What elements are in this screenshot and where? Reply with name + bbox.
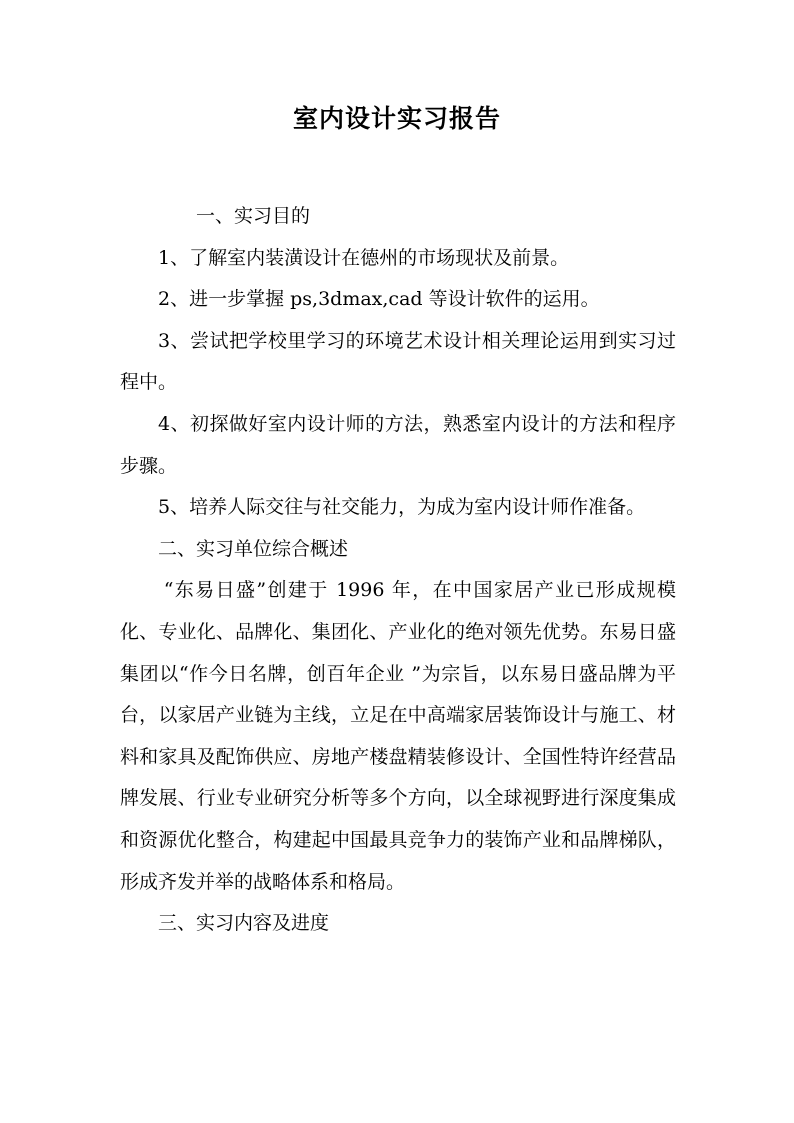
paragraph-purpose-1: 1、了解室内装潢设计在德州的市场现状及前景。 [158,246,570,269]
document-title: 室内设计实习报告 [292,104,501,133]
paragraph-purpose-3: 3、尝试把学校里学习的环境艺术设计相关理论运用到实习过程中。 [120,329,676,394]
paragraph-purpose-5: 5、培养人际交往与社交能力，为成为室内设计师作准备。 [158,496,646,519]
paragraph-purpose-2: 2、进一步掌握 ps,3dmax,cad 等设计软件的运用。 [158,288,600,311]
paragraph-company-overview: “东易日盛”创建于 1996 年，在中国家居产业已形成规模化、专业化、品牌化、集团化、产业化的绝对领先优势。东易日盛集团以“作今日名牌，创百年企业 ”为宗旨，以东易日盛品牌为平台，以家居产业链为主线，立足在中高端家居装饰设计与施工、材料和家具及配饰供应、房地产楼盘精装修设计、全国性特许经营品牌发展、行业专业研究分析等多个方向，以全球视野进行深度集成和资源优化整合，构建起中国最具竞争力的装饰产业和品牌梯队，形成齐发并举的战略体系和格局。 [120,579,676,893]
section-heading-content: 三、实习内容及进度 [158,912,330,935]
section-heading-purpose: 一、实习目的 [196,205,311,227]
document-body [120,196,676,945]
paragraph-purpose-4: 4、初探做好室内设计师的方法，熟悉室内设计的方法和程序步骤。 [120,412,676,477]
section-heading-company: 二、实习单位综合概述 [158,537,349,560]
